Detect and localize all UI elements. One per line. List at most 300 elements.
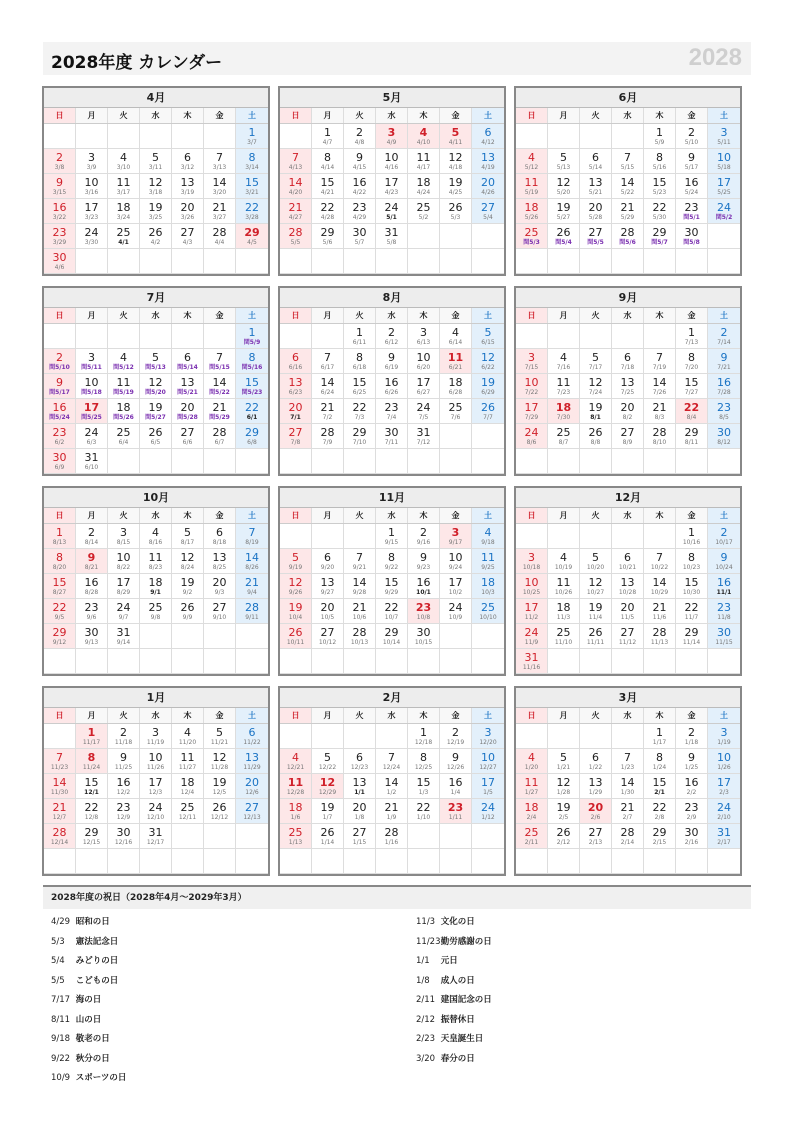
- day-cell[interactable]: [236, 349, 268, 374]
- day-cell[interactable]: [440, 749, 472, 774]
- day-cell[interactable]: [236, 799, 268, 824]
- day-cell[interactable]: [344, 774, 376, 799]
- day-cell[interactable]: [548, 199, 580, 224]
- day-cell[interactable]: [516, 624, 548, 649]
- day-cell[interactable]: [408, 524, 440, 549]
- day-cell[interactable]: [516, 574, 548, 599]
- day-cell[interactable]: [548, 799, 580, 824]
- day-cell[interactable]: [172, 374, 204, 399]
- day-cell[interactable]: [472, 399, 504, 424]
- day-cell[interactable]: [140, 224, 172, 249]
- day-cell[interactable]: [612, 199, 644, 224]
- day-cell[interactable]: [76, 424, 108, 449]
- day-cell[interactable]: [440, 199, 472, 224]
- day-cell[interactable]: [644, 349, 676, 374]
- day-cell[interactable]: [236, 124, 268, 149]
- day-cell[interactable]: [376, 224, 408, 249]
- day-cell[interactable]: [440, 349, 472, 374]
- day-cell[interactable]: [708, 549, 740, 574]
- day-cell[interactable]: [472, 524, 504, 549]
- day-cell[interactable]: [612, 224, 644, 249]
- day-cell[interactable]: [236, 199, 268, 224]
- day-cell[interactable]: [408, 424, 440, 449]
- day-cell[interactable]: [344, 374, 376, 399]
- day-cell[interactable]: [408, 549, 440, 574]
- day-cell[interactable]: [376, 524, 408, 549]
- day-cell[interactable]: [644, 224, 676, 249]
- day-cell[interactable]: [44, 449, 76, 474]
- day-cell[interactable]: [516, 599, 548, 624]
- day-cell[interactable]: [676, 599, 708, 624]
- day-cell[interactable]: [580, 349, 612, 374]
- day-cell[interactable]: [108, 399, 140, 424]
- day-cell[interactable]: [280, 799, 312, 824]
- day-cell[interactable]: [76, 199, 108, 224]
- day-cell[interactable]: [280, 374, 312, 399]
- day-cell[interactable]: [516, 424, 548, 449]
- day-cell[interactable]: [108, 724, 140, 749]
- day-cell[interactable]: [376, 624, 408, 649]
- day-cell[interactable]: [612, 374, 644, 399]
- day-cell[interactable]: [236, 424, 268, 449]
- day-cell[interactable]: [280, 599, 312, 624]
- day-cell[interactable]: [612, 574, 644, 599]
- day-cell[interactable]: [280, 824, 312, 849]
- day-cell[interactable]: [708, 374, 740, 399]
- day-cell[interactable]: [440, 374, 472, 399]
- day-cell[interactable]: [140, 749, 172, 774]
- day-cell[interactable]: [644, 199, 676, 224]
- day-cell[interactable]: [280, 424, 312, 449]
- day-cell[interactable]: [440, 549, 472, 574]
- day-cell[interactable]: [312, 399, 344, 424]
- day-cell[interactable]: [204, 574, 236, 599]
- day-cell[interactable]: [548, 824, 580, 849]
- day-cell[interactable]: [516, 349, 548, 374]
- day-cell[interactable]: [312, 824, 344, 849]
- day-cell[interactable]: [76, 774, 108, 799]
- day-cell[interactable]: [312, 174, 344, 199]
- day-cell[interactable]: [172, 599, 204, 624]
- day-cell[interactable]: [440, 599, 472, 624]
- day-cell[interactable]: [376, 349, 408, 374]
- day-cell[interactable]: [76, 724, 108, 749]
- day-cell[interactable]: [440, 799, 472, 824]
- day-cell[interactable]: [44, 599, 76, 624]
- day-cell[interactable]: [76, 574, 108, 599]
- day-cell[interactable]: [580, 149, 612, 174]
- day-cell[interactable]: [376, 424, 408, 449]
- day-cell[interactable]: [708, 349, 740, 374]
- day-cell[interactable]: [344, 224, 376, 249]
- day-cell[interactable]: [108, 824, 140, 849]
- day-cell[interactable]: [676, 174, 708, 199]
- day-cell[interactable]: [676, 524, 708, 549]
- day-cell[interactable]: [376, 549, 408, 574]
- day-cell[interactable]: [172, 749, 204, 774]
- day-cell[interactable]: [44, 399, 76, 424]
- day-cell[interactable]: [140, 349, 172, 374]
- day-cell[interactable]: [376, 574, 408, 599]
- day-cell[interactable]: [172, 424, 204, 449]
- day-cell[interactable]: [204, 724, 236, 749]
- day-cell[interactable]: [140, 424, 172, 449]
- day-cell[interactable]: [580, 749, 612, 774]
- day-cell[interactable]: [440, 324, 472, 349]
- day-cell[interactable]: [344, 799, 376, 824]
- day-cell[interactable]: [344, 149, 376, 174]
- day-cell[interactable]: [280, 224, 312, 249]
- day-cell[interactable]: [76, 824, 108, 849]
- day-cell[interactable]: [408, 799, 440, 824]
- day-cell[interactable]: [140, 599, 172, 624]
- day-cell[interactable]: [472, 124, 504, 149]
- day-cell[interactable]: [172, 224, 204, 249]
- day-cell[interactable]: [580, 224, 612, 249]
- day-cell[interactable]: [44, 199, 76, 224]
- day-cell[interactable]: [472, 374, 504, 399]
- day-cell[interactable]: [108, 174, 140, 199]
- day-cell[interactable]: [236, 549, 268, 574]
- day-cell[interactable]: [580, 824, 612, 849]
- day-cell[interactable]: [644, 624, 676, 649]
- day-cell[interactable]: [516, 174, 548, 199]
- day-cell[interactable]: [408, 124, 440, 149]
- day-cell[interactable]: [204, 749, 236, 774]
- day-cell[interactable]: [612, 624, 644, 649]
- day-cell[interactable]: [204, 799, 236, 824]
- day-cell[interactable]: [312, 374, 344, 399]
- day-cell[interactable]: [644, 174, 676, 199]
- day-cell[interactable]: [440, 774, 472, 799]
- day-cell[interactable]: [708, 149, 740, 174]
- day-cell[interactable]: [44, 149, 76, 174]
- day-cell[interactable]: [376, 824, 408, 849]
- day-cell[interactable]: [108, 374, 140, 399]
- day-cell[interactable]: [548, 549, 580, 574]
- day-cell[interactable]: [548, 574, 580, 599]
- day-cell[interactable]: [676, 224, 708, 249]
- day-cell[interactable]: [312, 199, 344, 224]
- day-cell[interactable]: [172, 574, 204, 599]
- day-cell[interactable]: [580, 199, 612, 224]
- day-cell[interactable]: [76, 349, 108, 374]
- day-cell[interactable]: [612, 149, 644, 174]
- day-cell[interactable]: [344, 174, 376, 199]
- day-cell[interactable]: [708, 424, 740, 449]
- day-cell[interactable]: [676, 574, 708, 599]
- day-cell[interactable]: [312, 149, 344, 174]
- day-cell[interactable]: [280, 349, 312, 374]
- day-cell[interactable]: [280, 199, 312, 224]
- day-cell[interactable]: [516, 799, 548, 824]
- day-cell[interactable]: [204, 399, 236, 424]
- day-cell[interactable]: [516, 149, 548, 174]
- day-cell[interactable]: [548, 599, 580, 624]
- day-cell[interactable]: [344, 549, 376, 574]
- day-cell[interactable]: [204, 349, 236, 374]
- day-cell[interactable]: [472, 324, 504, 349]
- day-cell[interactable]: [472, 599, 504, 624]
- day-cell[interactable]: [312, 774, 344, 799]
- day-cell[interactable]: [172, 174, 204, 199]
- day-cell[interactable]: [516, 774, 548, 799]
- day-cell[interactable]: [236, 374, 268, 399]
- day-cell[interactable]: [312, 424, 344, 449]
- day-cell[interactable]: [708, 774, 740, 799]
- day-cell[interactable]: [580, 549, 612, 574]
- day-cell[interactable]: [376, 749, 408, 774]
- day-cell[interactable]: [344, 124, 376, 149]
- day-cell[interactable]: [172, 399, 204, 424]
- day-cell[interactable]: [140, 724, 172, 749]
- day-cell[interactable]: [676, 324, 708, 349]
- day-cell[interactable]: [440, 574, 472, 599]
- day-cell[interactable]: [472, 349, 504, 374]
- day-cell[interactable]: [676, 424, 708, 449]
- day-cell[interactable]: [172, 724, 204, 749]
- day-cell[interactable]: [440, 724, 472, 749]
- day-cell[interactable]: [44, 824, 76, 849]
- day-cell[interactable]: [204, 549, 236, 574]
- day-cell[interactable]: [408, 749, 440, 774]
- day-cell[interactable]: [440, 524, 472, 549]
- day-cell[interactable]: [548, 224, 580, 249]
- day-cell[interactable]: [708, 124, 740, 149]
- day-cell[interactable]: [708, 574, 740, 599]
- day-cell[interactable]: [516, 824, 548, 849]
- day-cell[interactable]: [516, 374, 548, 399]
- day-cell[interactable]: [140, 199, 172, 224]
- day-cell[interactable]: [676, 399, 708, 424]
- day-cell[interactable]: [676, 199, 708, 224]
- day-cell[interactable]: [76, 749, 108, 774]
- day-cell[interactable]: [612, 549, 644, 574]
- day-cell[interactable]: [44, 374, 76, 399]
- day-cell[interactable]: [408, 174, 440, 199]
- day-cell[interactable]: [708, 599, 740, 624]
- day-cell[interactable]: [548, 349, 580, 374]
- day-cell[interactable]: [612, 749, 644, 774]
- day-cell[interactable]: [280, 174, 312, 199]
- day-cell[interactable]: [708, 799, 740, 824]
- day-cell[interactable]: [580, 174, 612, 199]
- day-cell[interactable]: [440, 124, 472, 149]
- day-cell[interactable]: [676, 749, 708, 774]
- day-cell[interactable]: [376, 199, 408, 224]
- day-cell[interactable]: [312, 124, 344, 149]
- day-cell[interactable]: [44, 349, 76, 374]
- day-cell[interactable]: [204, 199, 236, 224]
- day-cell[interactable]: [644, 774, 676, 799]
- day-cell[interactable]: [108, 524, 140, 549]
- day-cell[interactable]: [676, 824, 708, 849]
- day-cell[interactable]: [76, 599, 108, 624]
- day-cell[interactable]: [280, 149, 312, 174]
- day-cell[interactable]: [580, 774, 612, 799]
- day-cell[interactable]: [236, 174, 268, 199]
- day-cell[interactable]: [204, 774, 236, 799]
- day-cell[interactable]: [140, 774, 172, 799]
- day-cell[interactable]: [376, 799, 408, 824]
- day-cell[interactable]: [108, 624, 140, 649]
- day-cell[interactable]: [516, 399, 548, 424]
- day-cell[interactable]: [44, 249, 76, 274]
- day-cell[interactable]: [408, 349, 440, 374]
- day-cell[interactable]: [44, 574, 76, 599]
- day-cell[interactable]: [516, 549, 548, 574]
- day-cell[interactable]: [44, 524, 76, 549]
- day-cell[interactable]: [644, 399, 676, 424]
- day-cell[interactable]: [408, 599, 440, 624]
- day-cell[interactable]: [44, 174, 76, 199]
- day-cell[interactable]: [108, 749, 140, 774]
- day-cell[interactable]: [280, 549, 312, 574]
- day-cell[interactable]: [516, 199, 548, 224]
- day-cell[interactable]: [612, 174, 644, 199]
- day-cell[interactable]: [376, 124, 408, 149]
- day-cell[interactable]: [644, 599, 676, 624]
- day-cell[interactable]: [236, 324, 268, 349]
- day-cell[interactable]: [204, 599, 236, 624]
- day-cell[interactable]: [236, 574, 268, 599]
- day-cell[interactable]: [44, 749, 76, 774]
- day-cell[interactable]: [408, 324, 440, 349]
- day-cell[interactable]: [140, 799, 172, 824]
- day-cell[interactable]: [172, 799, 204, 824]
- day-cell[interactable]: [676, 149, 708, 174]
- day-cell[interactable]: [472, 749, 504, 774]
- day-cell[interactable]: [44, 224, 76, 249]
- day-cell[interactable]: [76, 449, 108, 474]
- day-cell[interactable]: [76, 624, 108, 649]
- day-cell[interactable]: [644, 124, 676, 149]
- day-cell[interactable]: [548, 149, 580, 174]
- day-cell[interactable]: [376, 599, 408, 624]
- day-cell[interactable]: [280, 624, 312, 649]
- day-cell[interactable]: [708, 399, 740, 424]
- day-cell[interactable]: [204, 174, 236, 199]
- day-cell[interactable]: [676, 624, 708, 649]
- day-cell[interactable]: [612, 799, 644, 824]
- day-cell[interactable]: [676, 799, 708, 824]
- day-cell[interactable]: [548, 374, 580, 399]
- day-cell[interactable]: [280, 749, 312, 774]
- day-cell[interactable]: [580, 799, 612, 824]
- day-cell[interactable]: [472, 549, 504, 574]
- day-cell[interactable]: [204, 224, 236, 249]
- day-cell[interactable]: [644, 799, 676, 824]
- day-cell[interactable]: [644, 724, 676, 749]
- day-cell[interactable]: [644, 549, 676, 574]
- day-cell[interactable]: [76, 174, 108, 199]
- day-cell[interactable]: [472, 174, 504, 199]
- day-cell[interactable]: [108, 549, 140, 574]
- day-cell[interactable]: [580, 574, 612, 599]
- day-cell[interactable]: [280, 574, 312, 599]
- day-cell[interactable]: [516, 649, 548, 674]
- day-cell[interactable]: [312, 799, 344, 824]
- day-cell[interactable]: [472, 799, 504, 824]
- day-cell[interactable]: [376, 324, 408, 349]
- day-cell[interactable]: [236, 774, 268, 799]
- day-cell[interactable]: [676, 549, 708, 574]
- day-cell[interactable]: [312, 624, 344, 649]
- day-cell[interactable]: [76, 399, 108, 424]
- day-cell[interactable]: [472, 574, 504, 599]
- day-cell[interactable]: [472, 774, 504, 799]
- day-cell[interactable]: [612, 824, 644, 849]
- day-cell[interactable]: [236, 599, 268, 624]
- day-cell[interactable]: [312, 599, 344, 624]
- day-cell[interactable]: [344, 349, 376, 374]
- day-cell[interactable]: [344, 824, 376, 849]
- day-cell[interactable]: [204, 149, 236, 174]
- day-cell[interactable]: [548, 399, 580, 424]
- day-cell[interactable]: [708, 624, 740, 649]
- day-cell[interactable]: [472, 149, 504, 174]
- day-cell[interactable]: [236, 724, 268, 749]
- day-cell[interactable]: [108, 199, 140, 224]
- day-cell[interactable]: [708, 724, 740, 749]
- day-cell[interactable]: [344, 624, 376, 649]
- day-cell[interactable]: [108, 424, 140, 449]
- day-cell[interactable]: [172, 524, 204, 549]
- day-cell[interactable]: [76, 224, 108, 249]
- day-cell[interactable]: [344, 399, 376, 424]
- day-cell[interactable]: [312, 349, 344, 374]
- day-cell[interactable]: [408, 724, 440, 749]
- day-cell[interactable]: [344, 599, 376, 624]
- day-cell[interactable]: [580, 374, 612, 399]
- day-cell[interactable]: [516, 749, 548, 774]
- day-cell[interactable]: [108, 799, 140, 824]
- day-cell[interactable]: [172, 199, 204, 224]
- day-cell[interactable]: [280, 774, 312, 799]
- day-cell[interactable]: [676, 124, 708, 149]
- day-cell[interactable]: [204, 424, 236, 449]
- day-cell[interactable]: [548, 424, 580, 449]
- day-cell[interactable]: [440, 149, 472, 174]
- day-cell[interactable]: [312, 224, 344, 249]
- day-cell[interactable]: [44, 549, 76, 574]
- day-cell[interactable]: [140, 549, 172, 574]
- day-cell[interactable]: [44, 624, 76, 649]
- day-cell[interactable]: [344, 749, 376, 774]
- day-cell[interactable]: [440, 174, 472, 199]
- day-cell[interactable]: [408, 624, 440, 649]
- day-cell[interactable]: [612, 399, 644, 424]
- day-cell[interactable]: [312, 574, 344, 599]
- day-cell[interactable]: [140, 149, 172, 174]
- day-cell[interactable]: [108, 774, 140, 799]
- day-cell[interactable]: [516, 224, 548, 249]
- day-cell[interactable]: [676, 374, 708, 399]
- day-cell[interactable]: [612, 599, 644, 624]
- day-cell[interactable]: [408, 399, 440, 424]
- day-cell[interactable]: [644, 424, 676, 449]
- day-cell[interactable]: [236, 524, 268, 549]
- day-cell[interactable]: [312, 549, 344, 574]
- day-cell[interactable]: [108, 574, 140, 599]
- day-cell[interactable]: [376, 149, 408, 174]
- day-cell[interactable]: [644, 574, 676, 599]
- day-cell[interactable]: [548, 174, 580, 199]
- day-cell[interactable]: [408, 574, 440, 599]
- day-cell[interactable]: [376, 174, 408, 199]
- day-cell[interactable]: [440, 399, 472, 424]
- day-cell[interactable]: [140, 574, 172, 599]
